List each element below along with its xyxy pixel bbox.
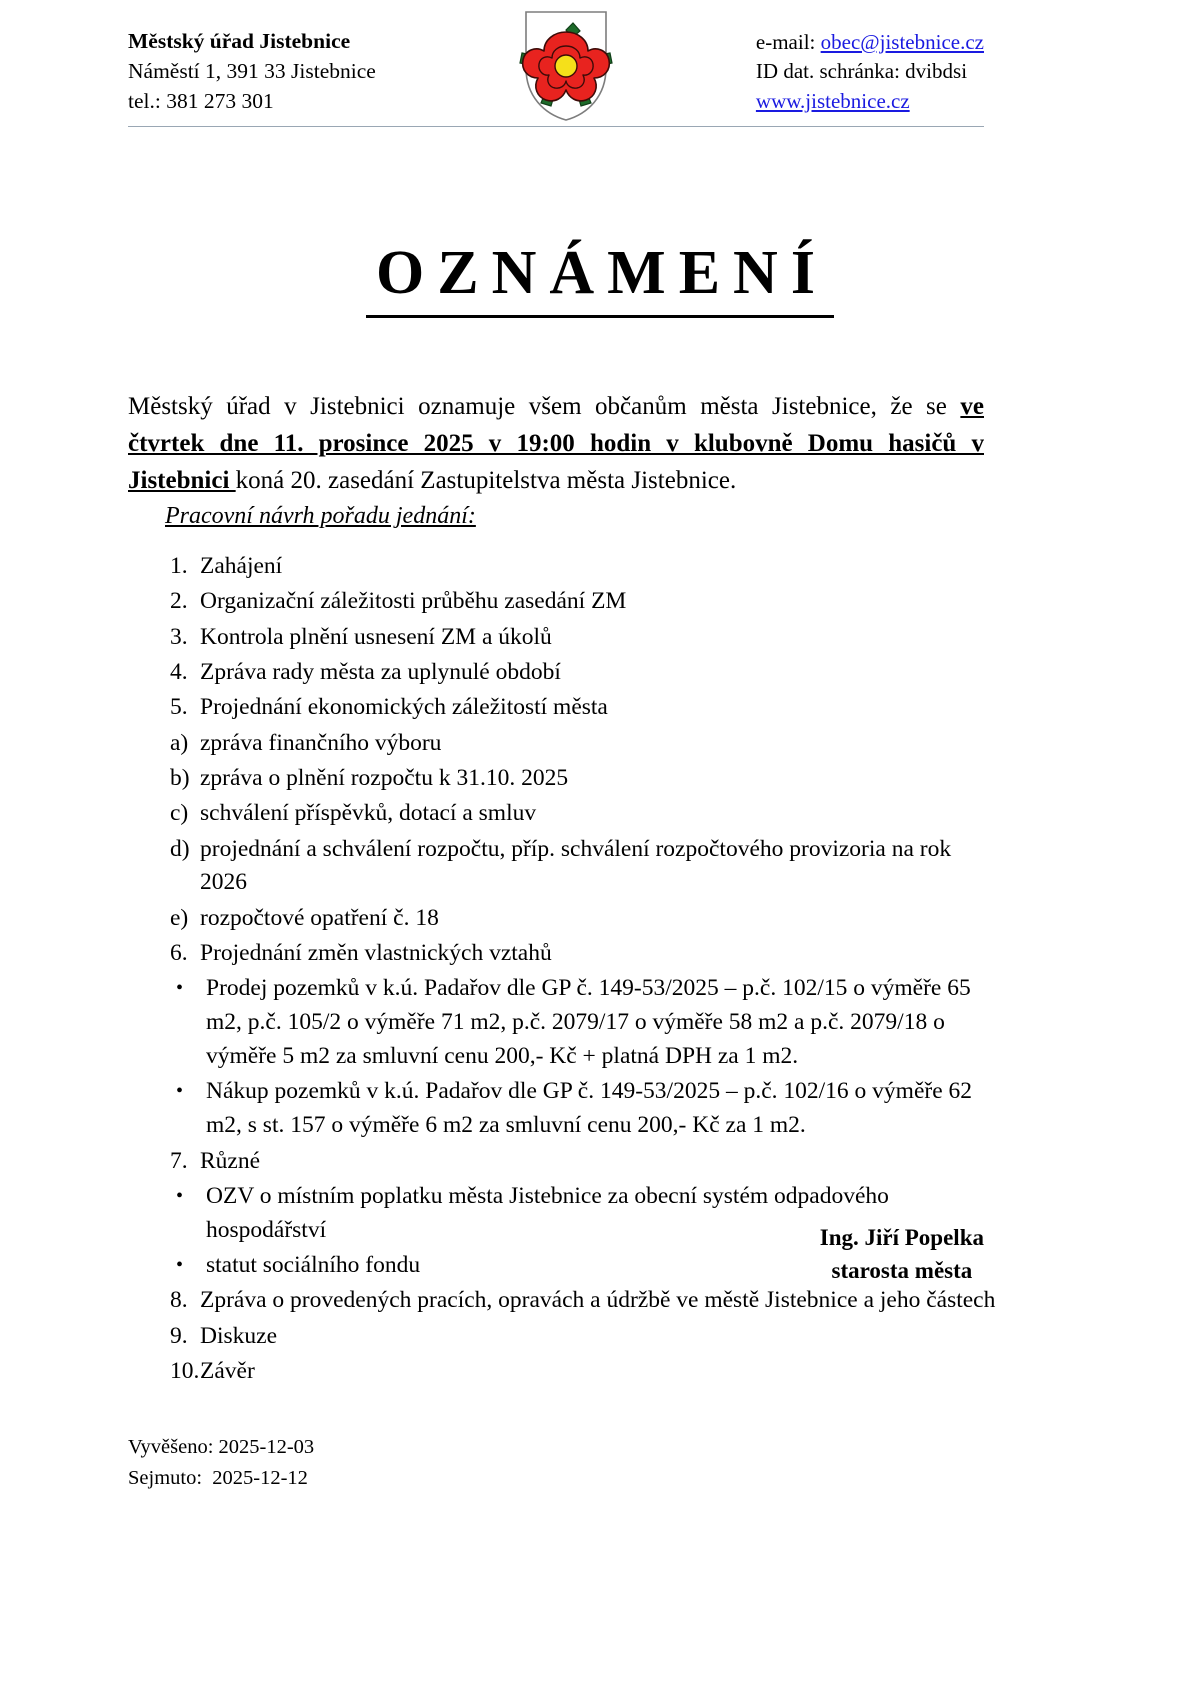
agenda-item-marker: a)	[170, 729, 189, 756]
agenda-item-marker: 9.	[170, 1322, 188, 1349]
posted-date: Vyvěšeno: 2025-12-03	[128, 1436, 315, 1458]
agenda-item-text: Závěr	[200, 1358, 255, 1385]
agenda-item-text: Kontrola plnění usnesení ZM a úkolů	[200, 623, 552, 650]
agenda-item	[128, 1355, 998, 1389]
agenda-item-marker: •	[176, 1254, 184, 1277]
agenda-item-marker: c)	[170, 800, 189, 827]
agenda-item-text: Zahájení	[200, 553, 283, 579]
agenda-item	[128, 621, 998, 655]
agenda-item-marker: 1.	[170, 553, 188, 579]
office-address: Náměstí 1, 391 33 Jistebnice	[128, 59, 376, 84]
agenda-item-text: Různé	[200, 1147, 261, 1174]
agenda-item-marker: 2.	[170, 588, 188, 615]
agenda-item-text: schválení příspěvků, dotací a smluv	[200, 800, 537, 827]
signatory-role: starosta města	[831, 1257, 973, 1283]
agenda-item-text: Zpráva rady města za uplynulé období	[200, 658, 561, 685]
website-link[interactable]: www.jistebnice.cz	[755, 88, 910, 113]
agenda-item-text: statut sociálního fondu	[206, 1252, 421, 1279]
agenda-item	[128, 972, 998, 1073]
databox-id: ID dat. schránka: dvibdsi	[755, 59, 968, 84]
signatory-name: Ing. Jiří Popelka	[819, 1225, 984, 1250]
agenda-item-marker: 3.	[170, 623, 188, 650]
agenda-item-text: projednání a schválení rozpočtu, příp. schválení rozpočtového provizoria na rok 2026	[200, 835, 952, 896]
contact-block	[756, 26, 984, 116]
email-link[interactable]: obec@jistebnice.cz	[820, 30, 984, 54]
agenda-item	[128, 1145, 998, 1179]
agenda-item	[128, 691, 998, 725]
header-divider	[128, 126, 984, 127]
intro-emphasis-datetime: ve čtvrtek dne 11. prosince 2025 v 19:00 hodin v klubovně Domu hasičů v Jistebnici	[128, 393, 984, 494]
agenda-item	[128, 1284, 998, 1318]
agenda-item	[128, 797, 998, 831]
intro-part-one: Městský úřad v Jistebnici oznamuje všem občanům města Jistebnice, že se	[128, 393, 961, 420]
agenda-item	[128, 550, 998, 584]
agenda-item-marker: 5.	[170, 694, 188, 721]
agenda-item-text: zpráva finančního výboru	[200, 729, 442, 756]
agenda-item-text: OZV o místním poplatku města Jistebnice za obecní systém odpadového hospodářství	[206, 1182, 889, 1243]
agenda-item-text: Diskuze	[200, 1322, 278, 1349]
coat-of-arms-icon	[518, 10, 614, 122]
agenda-item-marker: 6.	[170, 940, 188, 967]
agenda-item-text: Nákup pozemků v k.ú. Padařov dle GP č. 149-53/2025 – p.č. 102/16 o výměře 62 m2, s st. 157 o výměře 6 m2 za smluvní cenu 200,- Kč za 1 m2.	[206, 1078, 973, 1139]
agenda-item	[128, 656, 998, 690]
agenda-item-marker: d)	[170, 835, 190, 862]
office-identity	[128, 26, 376, 116]
page-title-text: OZNÁMENÍ	[366, 238, 834, 318]
agenda-item	[128, 727, 998, 761]
email-line	[756, 28, 984, 57]
intro-part-two: koná 20. zasedání Zastupitelstva města Jistebnice.	[235, 467, 737, 494]
signature-block	[820, 1222, 984, 1287]
announcement-paragraph	[128, 388, 984, 499]
office-phone: tel.: 381 273 301	[128, 89, 274, 114]
agenda-item-text: Organizační záležitosti průběhu zasedání ZM	[200, 588, 627, 615]
agenda-item-text: zpráva o plnění rozpočtu k 31.10. 2025	[200, 764, 569, 791]
agenda-item-marker: 7.	[170, 1147, 188, 1174]
agenda-item	[128, 1320, 998, 1354]
page-title	[0, 238, 1200, 318]
agenda-item-marker: •	[176, 1184, 184, 1207]
posting-dates	[128, 1432, 314, 1494]
agenda-item-text: rozpočtové opatření č. 18	[200, 904, 439, 931]
agenda-item-text: Projednání změn vlastnických vztahů	[200, 940, 552, 967]
agenda-item-marker: 4.	[170, 658, 188, 685]
agenda-item	[128, 833, 998, 901]
agenda-item-marker: 8.	[170, 1287, 188, 1314]
office-name: Městský úřad Jistebnice	[128, 29, 351, 53]
agenda-item-text: Zpráva o provedených pracích, opravách a údržbě ve městě Jistebnice a jeho částech	[200, 1287, 996, 1314]
agenda-item-marker: b)	[170, 764, 190, 791]
email-label: e-mail:	[755, 30, 821, 54]
agenda-item	[128, 937, 998, 971]
agenda-item-marker: 10.	[170, 1358, 200, 1385]
removed-date: Sejmuto: 2025-12-12	[128, 1466, 308, 1489]
agenda-item	[128, 585, 998, 619]
agenda-item-text: Projednání ekonomických záležitostí města	[200, 694, 608, 721]
agenda-item	[128, 1075, 998, 1143]
agenda-item-marker: •	[176, 977, 184, 1000]
agenda-item	[128, 902, 998, 936]
letterhead	[128, 26, 984, 122]
agenda-item-marker: e)	[170, 904, 189, 931]
agenda-heading: Pracovní návrh pořadu jednání:	[165, 503, 476, 529]
agenda-item-text: Prodej pozemků v k.ú. Padařov dle GP č. 149-53/2025 – p.č. 102/15 o výměře 65 m2, p.č. 105/2 o výměře 71 m2, p.č. 2079/17 o výměře 58 m2 a p.č. 2079/18 o výměře 5 m2 za smluvní cenu 200,- Kč + platná DPH za 1 m2.	[206, 975, 971, 1070]
agenda-item	[128, 762, 998, 796]
agenda-item-marker: •	[176, 1080, 184, 1103]
